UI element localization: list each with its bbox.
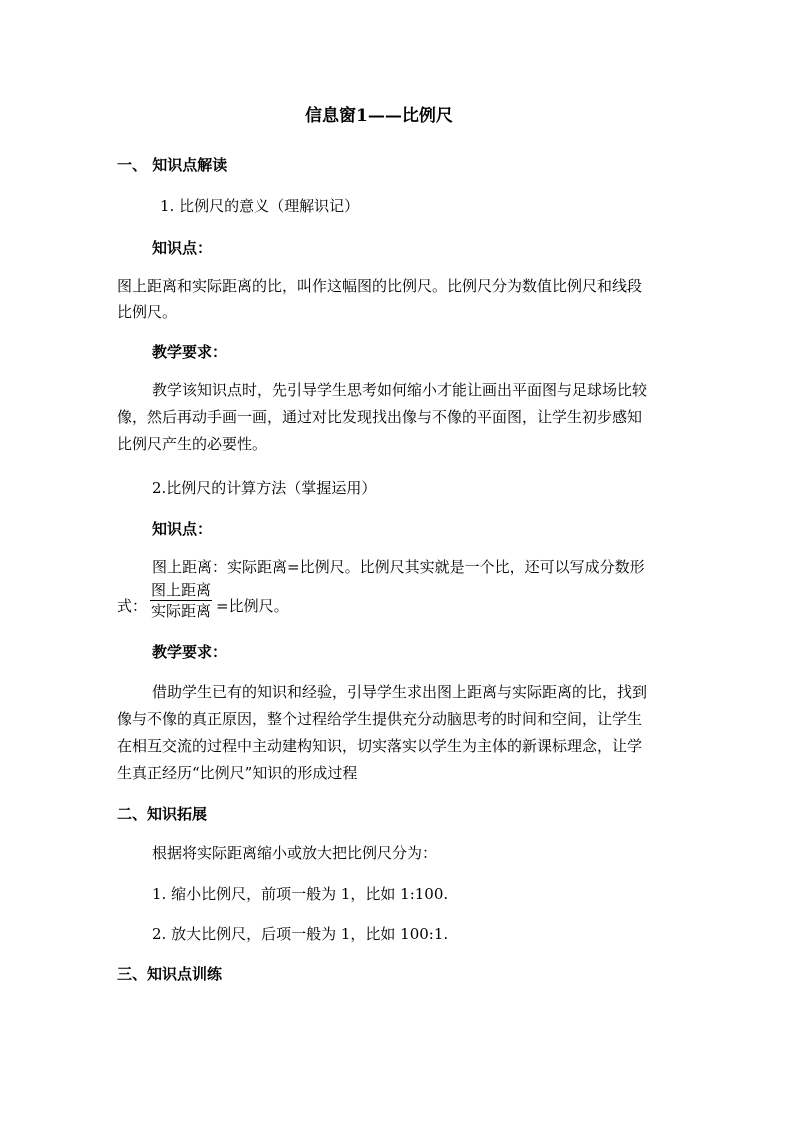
- requirement-label-1: 教学要求：: [152, 343, 228, 361]
- paragraph-line: 像，然后再动手画一画，通过对比发现找出像与不像的平面图，让学生初步感知: [117, 408, 643, 426]
- section-heading-1: 一、 知识点解读: [117, 156, 228, 174]
- requirement-label-2: 教学要求：: [152, 643, 228, 661]
- knowledge-label-2: 知识点：: [152, 520, 213, 538]
- paragraph-line: 像与不像的真正原因，整个过程给学生提供充分动脑思考的时间和空间，让学生: [117, 710, 643, 728]
- fraction: [150, 581, 212, 620]
- paragraph-line: 借助学生已有的知识和经验，引导学生求出图上距离与实际距离的比，找到: [152, 683, 648, 701]
- list-item-4: 2. 放大比例尺，后项一般为 1，比如 100:1.: [152, 925, 449, 943]
- paragraph-line: 在相互交流的过程中主动建构知识，切实落实以学生为主体的新课标理念，让学: [117, 737, 643, 755]
- paragraph-line: 图上距离和实际距离的比，叫作这幅图的比例尺。比例尺分为数值比例尺和线段: [117, 277, 643, 295]
- fraction-denominator: 实际距离: [151, 602, 212, 620]
- paragraph-line: 教学该知识点时，先引导学生思考如何缩小才能让画出平面图与足球场比较: [152, 381, 648, 399]
- section-heading-3: 三、知识点训练: [117, 965, 223, 983]
- paragraph-line: 图上距离：实际距离=比例尺。比例尺其实就是一个比，还可以写成分数形: [152, 558, 645, 576]
- list-item-1: 1. 比例尺的意义（理解识记）: [160, 197, 360, 215]
- list-item-3: 1. 缩小比例尺，前项一般为 1，比如 1:100.: [152, 885, 449, 903]
- fraction-numerator: 图上距离: [151, 581, 212, 599]
- paragraph-line: 比例尺产生的必要性。: [117, 435, 268, 453]
- list-item-2: 2.比例尺的计算方法（掌握运用）: [152, 479, 377, 497]
- knowledge-label-1: 知识点：: [152, 239, 213, 257]
- section-heading-2: 二、知识拓展: [117, 805, 208, 823]
- paragraph-line: 根据将实际距离缩小或放大把比例尺分为：: [152, 844, 438, 862]
- formula-suffix: =比例尺。: [216, 597, 289, 615]
- paragraph-line: 生真正经历“比例尺”知识的形成过程: [117, 764, 358, 782]
- paragraph-line: 比例尺。: [117, 303, 178, 321]
- formula-prefix: 式：: [117, 597, 148, 615]
- page-title: 信息窗1——比例尺: [305, 106, 453, 126]
